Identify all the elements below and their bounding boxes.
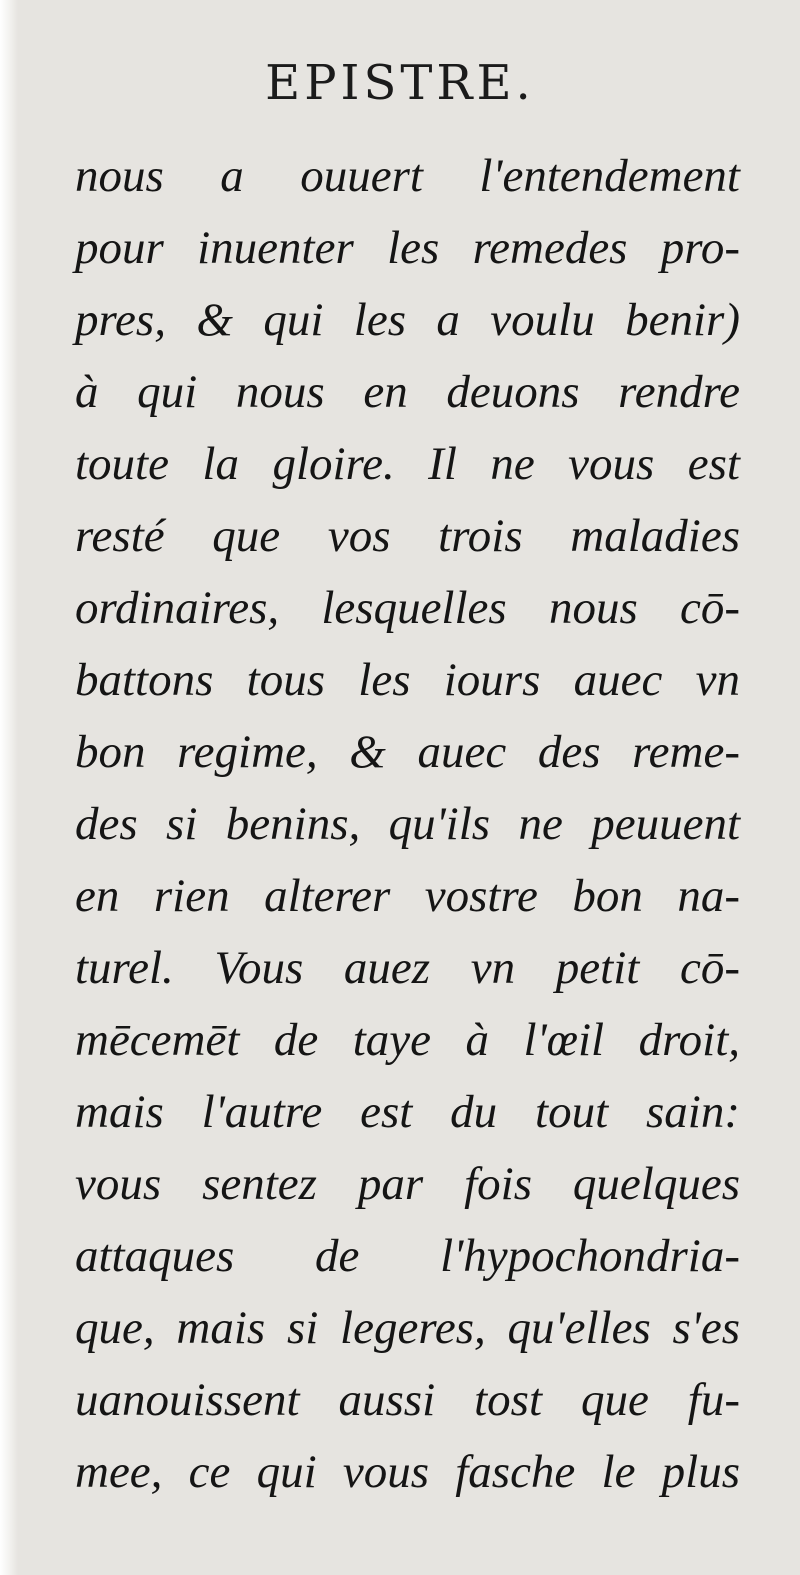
text-line: pour inuenter les remedes pro- bbox=[75, 222, 740, 274]
text-line: attaques de l'hypochondria- bbox=[75, 1230, 740, 1282]
text-line: en rien alterer vostre bon na- bbox=[75, 870, 740, 922]
text-line: battons tous les iours auec vn bbox=[75, 654, 740, 706]
text-line: uanouissent aussi tost que fu- bbox=[75, 1374, 740, 1426]
text-line: turel. Vous auez vn petit cō- bbox=[75, 942, 740, 994]
text-line: mais l'autre est du tout sain: bbox=[75, 1086, 740, 1138]
body-text bbox=[75, 140, 740, 1508]
text-line: bon regime, & auec des reme- bbox=[75, 726, 740, 778]
running-head: EPISTRE. bbox=[265, 55, 535, 111]
text-line: toute la gloire. Il ne vous est bbox=[75, 438, 740, 490]
text-line: pres, & qui les a voulu benir) bbox=[75, 294, 740, 346]
text-line: vous sentez par fois quelques bbox=[75, 1158, 740, 1210]
text-line: que, mais si legeres, qu'elles s'es bbox=[75, 1302, 740, 1354]
text-line: des si benins, qu'ils ne peuuent bbox=[75, 798, 740, 850]
text-line: mee, ce qui vous fasche le plus bbox=[75, 1446, 740, 1498]
text-line: resté que vos trois maladies bbox=[75, 510, 740, 562]
page-edge bbox=[0, 0, 18, 1575]
text-line: nous a ouuert l'entendement bbox=[75, 150, 740, 202]
text-line: ordinaires, lesquelles nous cō- bbox=[75, 582, 740, 634]
text-line: mēcemēt de taye à l'œil droit, bbox=[75, 1014, 740, 1066]
text-line: à qui nous en deuons rendre bbox=[75, 366, 740, 418]
